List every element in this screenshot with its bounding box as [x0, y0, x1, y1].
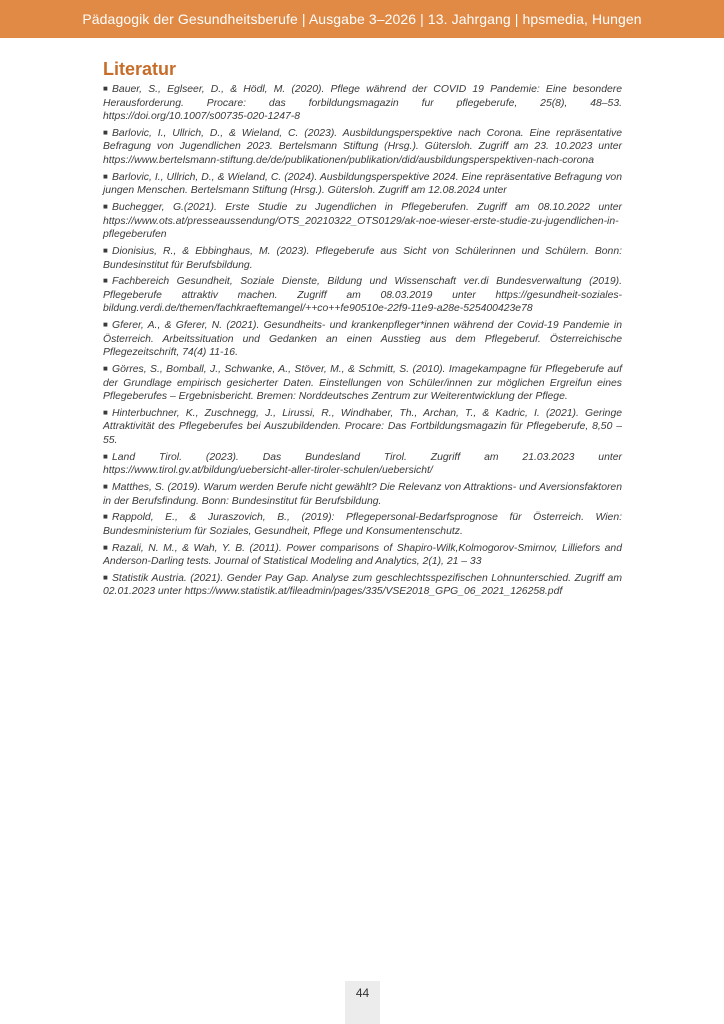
- bullet-icon: ■: [103, 481, 108, 491]
- reference-text: Matthes, S. (2019). Warum werden Berufe nicht gewählt? Die Relevanz von Attraktions- und Aversionsfaktoren in der Berufsfindung. Bonn: Bundesinstitut für Berufsbildung.: [103, 481, 622, 507]
- bullet-icon: ■: [103, 320, 108, 330]
- bullet-icon: ■: [103, 451, 108, 461]
- literature-section: [103, 58, 622, 601]
- reference-text: Hinterbuchner, K., Zuschnegg, J., Lirussi, R., Windhaber, Th., Archan, T., & Kadric, I. (2021). Geringe Attraktivität des Pflegeberufes bei Auszubildenden. Procare: Das Fortbildungsmagazin für Pflegeberufe, 8,50 – 55.: [103, 407, 622, 446]
- reference-item: [103, 362, 622, 404]
- reference-text: Razali, N. M., & Wah, Y. B. (2011). Power comparisons of Shapiro-Wilk,Kolmogorov-Smirnov, Lilliefors and Anderson-Darling tests. Journal of Statistical Modeling and Analytics, 2(1), 21 – 33: [103, 542, 622, 568]
- bullet-icon: ■: [103, 171, 108, 181]
- reference-item: [103, 318, 622, 360]
- reference-item: [103, 510, 622, 538]
- bullet-icon: ■: [103, 276, 108, 286]
- reference-text: Buchegger, G.(2021). Erste Studie zu Jugendlichen in Pflegeberufen. Zugriff am 08.10.2022 unter https://www.ots.at/presseaussendung/OTS_20210322_OTS0129/ak-noe-wieser-erste-studie-zu-jugendlichen-in-pflegeberufen: [103, 202, 622, 241]
- bullet-icon: ■: [103, 407, 108, 417]
- reference-text: Land Tirol. (2023). Das Bundesland Tirol. Zugriff am 21.03.2023 unter https://www.tirol.gv.at/bildung/uebersicht-aller-tiroler-schulen/uebersicht/: [103, 451, 622, 477]
- reference-item: [103, 126, 622, 168]
- literature-heading: Literatur: [103, 59, 177, 79]
- reference-text: Rappold, E., & Juraszovich, B., (2019): Pflegepersonal-Bedarfsprognose für Österreich. Wien: Bundesministerium für Soziales, Gesundheit, Pflege und Konsumentenschutz.: [103, 512, 622, 537]
- reference-text: Fachbereich Gesundheit, Soziale Dienste, Bildung und Wissenschaft ver.di Bundesverwaltung (2019). Pflegeberufe attraktiv machen. Zugriff am 08.03.2019 unter https://gesundheit-soziales-bildung.verdi.de/themen/fachkraeftemangel/++co++fe90510e-22f9-11e9-a28e-525400423e78: [103, 276, 622, 315]
- bullet-icon: ■: [103, 542, 108, 552]
- reference-item: [103, 170, 622, 198]
- reference-item: [103, 450, 622, 478]
- reference-text: Gferer, A., & Gferer, N. (2021). Gesundheits- und krankenpfleger*innen während der Covid-19 Pandemie in Österreich. Arbeitssituation und Gedanken an einen Ausstieg aus dem Pflegeberuf. Österreichische Pflegezeitschrift, 74(4) 11-16.: [103, 320, 622, 359]
- reference-list: [103, 82, 622, 599]
- reference-text: Statistik Austria. (2021). Gender Pay Gap. Analyse zum geschlechtsspezifischen Lohnunterschied. Zugriff am 02.01.2023 unter https://www.statistik.at/fileadmin/pages/335/VSE2018_GPG_06_2021_126258.pdf: [103, 572, 622, 598]
- bullet-icon: ■: [103, 202, 108, 212]
- page-number: 44: [355, 986, 370, 1000]
- bullet-icon: ■: [103, 84, 108, 93]
- reference-text: Dionisius, R., & Ebbinghaus, M. (2023). Pflegeberufe aus Sicht von Schülerinnen und Schülern. Bonn: Bundesinstitut für Berufsbildung.: [103, 245, 622, 271]
- reference-text: Barlovic, I., Ullrich, D., & Wieland, C. (2023). Ausbildungsperspektive nach Corona. Eine repräsentative Befragung von Jugendlichen 2023. Bertelsmann Stiftung (Hrsg.). Gütersloh. Zugriff am 23. 10.2023 unter https://www.bertelsmann-stiftung.de/de/publikationen/publikation/did/ausbildungsperspektiven-nach-corona: [103, 127, 622, 167]
- reference-text: Barlovic, I., Ullrich, D., & Wieland, C. (2024). Ausbildungsperspektive 2024. Eine repräsentative Befragung von jungen Menschen. Bertelsmann Stiftung (Hrsg.). Gütersloh. Zugriff am 12.08.2024 unter: [103, 171, 622, 197]
- reference-item: [103, 571, 622, 599]
- reference-item: [103, 244, 622, 272]
- bullet-icon: ■: [103, 127, 108, 137]
- reference-item: [103, 406, 622, 448]
- page-number-box: [345, 981, 380, 1024]
- reference-text: Görres, S., Bomball, J., Schwanke, A., Stöver, M., & Schmitt, S. (2010). Imagekampagne für Pflegeberufe auf der Grundlage empirisch gesicherter Daten. Einstellungen von Schüler/innen zur möglichen Ergreifun eines Pflegeberufes – Ergebnisbericht. Bremen: Norddeutsches Zentrum zur Weiterentwicklung der Pflege.: [103, 363, 622, 403]
- reference-item: [103, 541, 622, 569]
- reference-text: Bauer, S., Eglseer, D., & Hödl, M. (2020). Pflege während der COVID 19 Pandemie: Eine besondere Herausforderung. Procare: das forbildungsmagazin fur pflegeberufe, 25(8), 48–53. https://doi.org/10.1007/s00735-020-1247-8: [103, 84, 622, 123]
- reference-item: [103, 82, 622, 124]
- bullet-icon: ■: [103, 572, 108, 582]
- reference-item: [103, 274, 622, 316]
- bullet-icon: ■: [103, 245, 108, 255]
- reference-item: [103, 200, 622, 242]
- journal-header-title: Pädagogik der Gesundheitsberufe | Ausgabe 3–2026 | 13. Jahrgang | hpsmedia, Hungen: [82, 11, 642, 27]
- bullet-icon: ■: [103, 363, 108, 373]
- reference-item: [103, 480, 622, 508]
- header-bar: [0, 0, 724, 38]
- bullet-icon: ■: [103, 512, 108, 522]
